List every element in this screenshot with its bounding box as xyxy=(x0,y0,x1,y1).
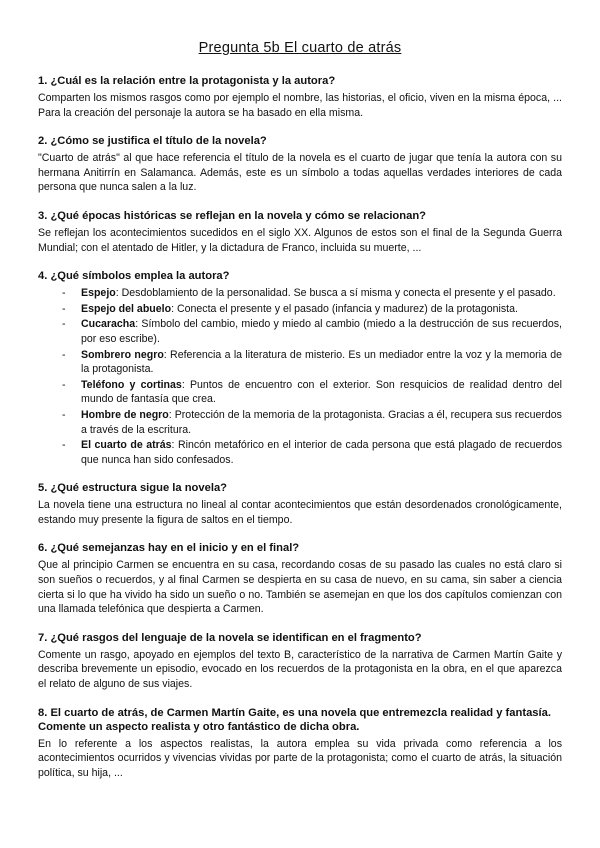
question-heading: 5. ¿Qué estructura sigue la novela? xyxy=(38,482,228,495)
symbol-text: : Conecta el presente y el pasado (infancia y madurez) de la protagonista. xyxy=(171,302,518,315)
symbol-text: : Referencia a la literatura de misterio. Es un mediador entre la voz y la memoria de la protagonista. xyxy=(81,348,562,376)
symbol-term: El cuarto de atrás xyxy=(81,439,172,452)
question-1 xyxy=(38,74,562,120)
symbol-text: : Desdoblamiento de la personalidad. Se busca a sí misma y conecta el presente y el pasado. xyxy=(115,287,556,300)
symbol-term: Espejo xyxy=(81,287,116,300)
symbol-text: : Protección de la memoria de la protagonista. Gracias a él, recupera sus recuerdos a través de la escritura. xyxy=(81,408,562,436)
question-2 xyxy=(38,134,562,195)
symbol-term: Cucaracha xyxy=(81,318,136,331)
question-7 xyxy=(38,631,562,692)
question-answer: Comente un rasgo, apoyado en ejemplos del texto B, característico de la narrativa de Carmen Martín Gaite y describa brevemente un episodio, evocado en los recuerdos de la protagonista en la obra, en el que aparezca el relato de alguno de sus viajes. xyxy=(38,648,562,691)
question-heading: 2. ¿Cómo se justifica el título de la novela? xyxy=(38,135,267,148)
question-answer: Que al principio Carmen se encuentra en su casa, recordando cosas de su pasado las cuales no está claro si son sueños o recuerdos, y al final Carmen se despierta en su casa de nuevo, en su cama, sin saber a ciencia cierta si lo que ha vivido ha sido un sueño o no. También se asemejan en que los dos capítulos comienzan con una llamada telefónica que despierta a Carmen. xyxy=(38,559,562,616)
question-4 xyxy=(38,269,562,467)
symbol-text: : Puntos de encuentro con el exterior. Son resquicios de realidad dentro del mundo de fantasía que crea. xyxy=(81,378,563,406)
symbol-item-espejo-abuelo: - Espejo del abuelo: Conecta el presente y el pasado (infancia y madurez) de la protagonista. xyxy=(62,302,518,315)
symbol-item-hombre-negro: - Hombre de negro: Protección de la memoria de la protagonista. Gracias a él, recupera sus recuerdos a través de la escritura. xyxy=(62,408,562,436)
question-heading: 6. ¿Qué semejanzas hay en el inicio y en el final? xyxy=(38,542,300,555)
page-title: Pregunta 5b El cuarto de atrás xyxy=(198,40,402,56)
question-3 xyxy=(38,209,562,255)
question-answer: Se reflejan los acontecimientos sucedidos en el siglo XX. Algunos de estos son el final de la Segunda Guerra Mundial; con el atentado de Hitler, y la dictadura de Franco, incluida su muerte, ... xyxy=(38,226,562,254)
symbol-term: Teléfono y cortinas xyxy=(81,378,182,391)
symbol-item-sombrero-negro: - Sombrero negro: Referencia a la literatura de misterio. Es un mediador entre la voz y la memoria de la protagonista. xyxy=(62,348,562,376)
symbol-term: Sombrero negro xyxy=(81,348,164,361)
symbol-item-cucaracha: - Cucaracha: Símbolo del cambio, miedo y miedo al cambio (miedo a la destrucción de sus recuerdos, por eso escribe). xyxy=(62,318,562,345)
symbol-item-cuarto-atras: - El cuarto de atrás: Rincón metafórico en el interior de cada persona que está plagado de recuerdos que nunca han sido confesados. xyxy=(62,439,563,466)
symbol-term: Hombre de negro xyxy=(81,408,169,421)
symbol-item-espejo: - Espejo: Desdoblamiento de la personalidad. Se busca a sí misma y conecta el presente y el pasado. xyxy=(62,287,556,300)
symbol-term: Espejo del abuelo xyxy=(81,302,172,315)
question-heading: 7. ¿Qué rasgos del lenguaje de la novela se identifican en el fragmento? xyxy=(38,631,422,644)
symbol-list xyxy=(38,286,562,467)
symbol-item-telefono-cortinas: - Teléfono y cortinas: Puntos de encuentro con el exterior. Son resquicios de realidad dentro del mundo de fantasía que crea. xyxy=(62,378,563,406)
symbol-text: : Rincón metafórico en el interior de cada persona que está plagado de recuerdos que nunca han sido confesados. xyxy=(81,439,563,466)
question-answer: "Cuarto de atrás" al que hace referencia el título de la novela es el cuarto de jugar que tenía la autora con su hermana Anitirrín en Salamanca. Además, este es un símbolo a todas aquellas verdades interiores de cada persona que nunca salen a la luz. xyxy=(38,152,562,194)
question-heading: 4. ¿Qué símbolos emplea la autora? xyxy=(38,270,230,283)
question-8 xyxy=(38,706,562,781)
question-heading: 1. ¿Cuál es la relación entre la protagonista y la autora? xyxy=(38,75,336,87)
question-answer: La novela tiene una estructura no lineal al contar acontecimientos que están desordenados cronológicamente, estando muy presente la figura de saltos en el tiempo. xyxy=(38,499,562,526)
question-heading: 8. El cuarto de atrás, de Carmen Martín Gaite, es una novela que entremezcla realidad y fantasía. Comente un aspecto realista y otro fantástico de dicha obra. xyxy=(38,706,551,733)
question-5 xyxy=(38,481,562,527)
symbol-text: : Símbolo del cambio, miedo y miedo al cambio (miedo a la destrucción de sus recuerdos, por eso escribe). xyxy=(81,318,562,345)
question-answer: Comparten los mismos rasgos como por ejemplo el nombre, las historias, el oficio, viven en la misma época, ... Para la creación del personaje la autora se ha basado en ella misma. xyxy=(38,92,562,119)
question-answer: En lo referente a los aspectos realistas, la autora emplea su vida privada como referencia a los acontecimientos ocurridos y vivencias vividas por parte de la protagonista; como el cuarto de atrás, la situación política, su hija, ... xyxy=(38,737,562,779)
question-heading: 3. ¿Qué épocas históricas se reflejan en la novela y cómo se relacionan? xyxy=(38,209,426,222)
question-6 xyxy=(38,541,562,616)
